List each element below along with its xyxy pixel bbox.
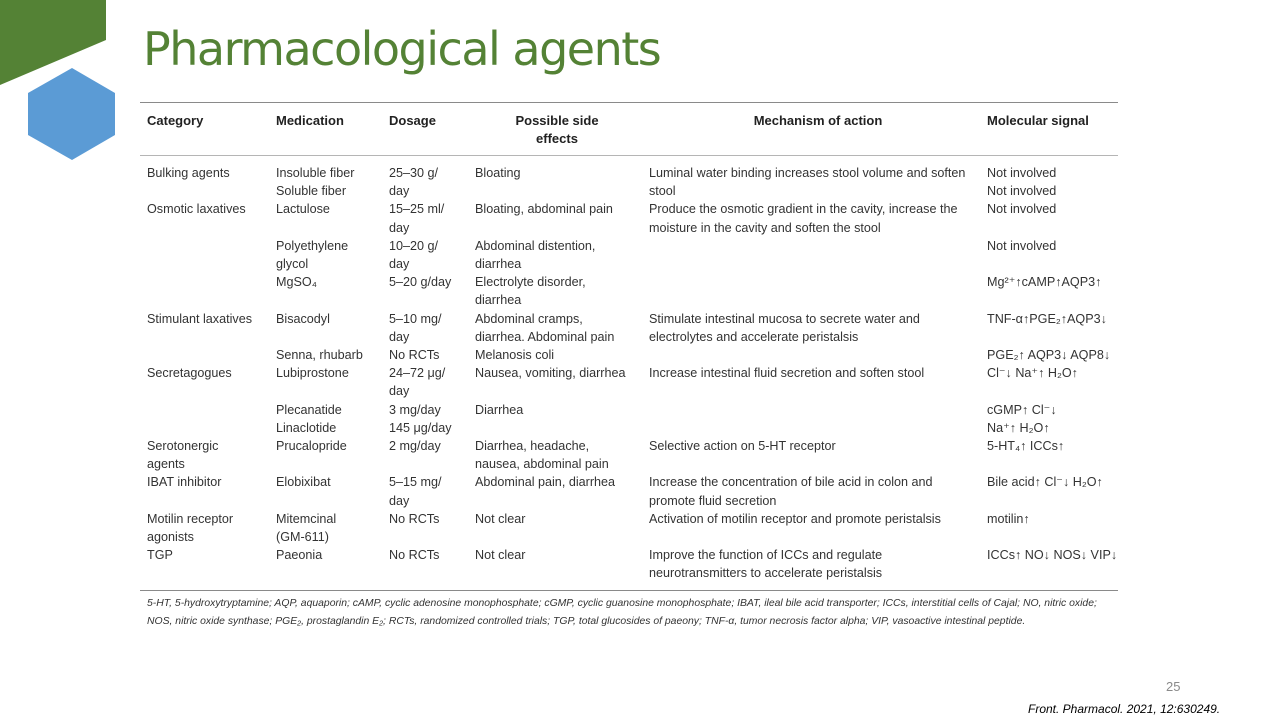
cell-line: Not clear [475, 511, 526, 526]
cell-line: 3 mg/day [389, 402, 441, 417]
cell-medication [276, 401, 389, 437]
cell-line: moisture in the cavity and soften the stool [649, 220, 881, 235]
cell-line: Osmotic laxatives [147, 202, 246, 217]
cell-line: 10–20 g/ [389, 238, 439, 253]
cell-line: Polyethylene [276, 238, 349, 253]
table-row [140, 310, 1118, 346]
cell-line: Activation of motilin receptor and promote peristalsis [649, 511, 941, 526]
cell-line: 5-HT₄↑ ICCs↑ [987, 439, 1065, 454]
cell-mechanism [649, 546, 987, 590]
table-row [140, 510, 1118, 546]
table-row [140, 346, 1118, 364]
table-header-row [140, 103, 1118, 156]
cell-dosage [389, 237, 475, 273]
cell-line: Stimulant laxatives [147, 311, 252, 326]
cell-line: diarrhea [475, 257, 522, 272]
cell-line: Lubiprostone [276, 366, 349, 381]
cell-line: 5–15 mg/ [389, 475, 442, 490]
pharmacological-agents-table [140, 102, 1118, 591]
table-row [140, 156, 1118, 201]
cell-line: 2 mg/day [389, 439, 441, 454]
cell-line: motilin↑ [987, 511, 1030, 526]
cell-line: Diarrhea [475, 402, 524, 417]
cell-line: day [389, 384, 410, 399]
cell-line: 15–25 ml/ [389, 202, 445, 217]
table-row [140, 401, 1118, 437]
cell-medication [276, 510, 389, 546]
cell-line: Diarrhea, headache, [475, 439, 590, 454]
header-category: Category [140, 103, 276, 156]
cell-mechanism [649, 237, 987, 273]
cell-medication [276, 310, 389, 346]
table-body [140, 156, 1118, 591]
cell-side-effects [475, 346, 649, 364]
cell-category [140, 546, 276, 590]
decorative-hexagons [0, 0, 125, 165]
cell-line: Not involved [987, 166, 1057, 180]
cell-line: 145 μg/day [389, 420, 452, 435]
cell-line: Nausea, vomiting, diarrhea [475, 366, 626, 381]
cell-line: No RCTs [389, 548, 440, 563]
cell-medication [276, 473, 389, 509]
cell-line: Abdominal cramps, [475, 311, 583, 326]
cell-line: No RCTs [389, 511, 440, 526]
cell-molecular-signal [987, 156, 1118, 201]
cell-line: day [389, 220, 410, 235]
cell-medication [276, 156, 389, 201]
cell-line: Bile acid↑ Cl⁻↓ H₂O↑ [987, 475, 1103, 490]
cell-line: stool [649, 184, 676, 199]
cell-line: Not clear [475, 548, 526, 563]
header-mechanism: Mechanism of action [649, 103, 987, 156]
cell-medication [276, 237, 389, 273]
cell-medication [276, 364, 389, 400]
cell-medication [276, 546, 389, 590]
cell-line: cGMP↑ Cl⁻↓ [987, 402, 1057, 417]
header-medication: Medication [276, 103, 389, 156]
cell-side-effects [475, 473, 649, 509]
cell-line: Insoluble fiber [276, 166, 355, 180]
cell-category [140, 273, 276, 309]
cell-dosage [389, 473, 475, 509]
cell-line: Not involved [987, 202, 1057, 217]
cell-category [140, 200, 276, 236]
cell-line: day [389, 257, 410, 272]
cell-line: diarrhea. Abdominal pain [475, 329, 615, 344]
cell-line: diarrhea [475, 293, 522, 308]
cell-line: Abdominal pain, diarrhea [475, 475, 616, 490]
cell-line: Mg²⁺↑cAMP↑AQP3↑ [987, 275, 1102, 290]
cell-side-effects [475, 200, 649, 236]
table-row [140, 364, 1118, 400]
cell-category [140, 437, 276, 473]
cell-dosage [389, 273, 475, 309]
cell-line: agonists [147, 530, 194, 545]
cell-line: day [389, 329, 410, 344]
cell-line: Senna, rhubarb [276, 348, 363, 363]
cell-line: Increase intestinal fluid secretion and soften stool [649, 366, 925, 381]
cell-line: Paeonia [276, 548, 323, 563]
cell-line: Not involved [987, 184, 1057, 199]
cell-mechanism [649, 156, 987, 201]
cell-side-effects [475, 364, 649, 400]
cell-line: Selective action on 5-HT receptor [649, 439, 836, 454]
cell-line: Na⁺↑ H₂O↑ [987, 420, 1050, 435]
cell-line: Serotonergic [147, 439, 219, 454]
cell-line: 5–10 mg/ [389, 311, 442, 326]
cell-category [140, 156, 276, 201]
cell-category [140, 510, 276, 546]
cell-side-effects [475, 237, 649, 273]
cell-molecular-signal [987, 273, 1118, 309]
cell-molecular-signal [987, 473, 1118, 509]
cell-line: day [389, 184, 410, 199]
cell-dosage [389, 200, 475, 236]
cell-mechanism [649, 273, 987, 309]
cell-line: No RCTs [389, 348, 440, 363]
cell-dosage [389, 437, 475, 473]
cell-line: Abdominal distention, [475, 238, 596, 253]
cell-line: Luminal water binding increases stool volume and soften [649, 166, 966, 180]
cell-line: ICCs↑ NO↓ NOS↓ VIP↓ [987, 548, 1118, 563]
cell-molecular-signal [987, 346, 1118, 364]
cell-molecular-signal [987, 546, 1118, 590]
cell-category [140, 346, 276, 364]
cell-side-effects [475, 156, 649, 201]
cell-line: electrolytes and accelerate peristalsis [649, 329, 859, 344]
cell-side-effects [475, 273, 649, 309]
cell-line: 24–72 μg/ [389, 366, 446, 381]
cell-mechanism [649, 310, 987, 346]
cell-side-effects [475, 510, 649, 546]
cell-molecular-signal [987, 510, 1118, 546]
table-row [140, 437, 1118, 473]
cell-side-effects [475, 401, 649, 437]
cell-line: Increase the concentration of bile acid in colon and [649, 475, 933, 490]
cell-line: Bloating [475, 166, 521, 180]
cell-line: Lactulose [276, 202, 330, 217]
cell-line: glycol [276, 257, 309, 272]
slide-title: Pharmacological agents [143, 22, 661, 76]
cell-molecular-signal [987, 364, 1118, 400]
table-row [140, 237, 1118, 273]
cell-mechanism [649, 510, 987, 546]
cell-line: MgSO₄ [276, 275, 317, 290]
table-row [140, 473, 1118, 509]
cell-dosage [389, 401, 475, 437]
cell-line: Produce the osmotic gradient in the cavity, increase the [649, 202, 958, 217]
cell-side-effects [475, 310, 649, 346]
cell-mechanism [649, 437, 987, 473]
cell-line: Cl⁻↓ Na⁺↑ H₂O↑ [987, 366, 1078, 381]
cell-line: Mitemcinal [276, 511, 337, 526]
table-row [140, 273, 1118, 309]
cell-dosage [389, 156, 475, 201]
cell-line: Prucalopride [276, 439, 347, 454]
cell-dosage [389, 510, 475, 546]
cell-side-effects [475, 437, 649, 473]
cell-line: Not involved [987, 238, 1057, 253]
cell-line: TNF-α↑PGE₂↑AQP3↓ [987, 311, 1107, 326]
cell-line: Stimulate intestinal mucosa to secrete water and [649, 311, 920, 326]
cell-line: 25–30 g/ [389, 166, 439, 180]
table-footnote: 5-HT, 5-hydroxytryptamine; AQP, aquaporin; cAMP, cyclic adenosine monophosphate; cGMP, cyclic guanosine monophosphate; IBAT, ileal bile acid transporter; ICCs, interstitial cells of Cajal; NO, nitric oxide; NOS, nitric oxide synthase; PGE₂, prostaglandin E₂; RCTs, randomized controlled trials; TGP, total glucosides of paeony; TNF-α, tumor necrosis factor alpha; VIP, vasoactive intestinal peptide. [147, 598, 1097, 627]
cell-molecular-signal [987, 310, 1118, 346]
cell-mechanism [649, 364, 987, 400]
citation: Front. Pharmacol. 2021, 12:630249. [1028, 702, 1221, 716]
cell-line: IBAT inhibitor [147, 475, 222, 490]
cell-mechanism [649, 346, 987, 364]
cell-mechanism [649, 200, 987, 236]
cell-molecular-signal [987, 437, 1118, 473]
cell-mechanism [649, 401, 987, 437]
blue-hexagon-shape [28, 68, 115, 160]
cell-line: agents [147, 457, 185, 472]
cell-line: Plecanatide [276, 402, 342, 417]
cell-side-effects [475, 546, 649, 590]
cell-dosage [389, 310, 475, 346]
cell-line: Linaclotide [276, 420, 337, 435]
table-row [140, 200, 1118, 236]
cell-molecular-signal [987, 401, 1118, 437]
cell-line: day [389, 493, 410, 508]
cell-dosage [389, 546, 475, 590]
cell-dosage [389, 346, 475, 364]
cell-line: Bisacodyl [276, 311, 330, 326]
cell-category [140, 401, 276, 437]
cell-line: Bloating, abdominal pain [475, 202, 613, 217]
table-container [140, 102, 1118, 591]
cell-medication [276, 273, 389, 309]
cell-line: nausea, abdominal pain [475, 457, 609, 472]
page-number: 25 [1166, 679, 1181, 694]
cell-molecular-signal [987, 200, 1118, 236]
cell-line: TGP [147, 548, 173, 563]
cell-line: Bulking agents [147, 166, 230, 180]
header-dosage: Dosage [389, 103, 475, 156]
cell-line: promote fluid secretion [649, 493, 777, 508]
cell-line: Melanosis coli [475, 348, 555, 363]
cell-line: Motilin receptor [147, 511, 234, 526]
cell-line: Secretagogues [147, 366, 232, 381]
green-hexagon-shape [0, 0, 106, 85]
cell-category [140, 473, 276, 509]
cell-category [140, 310, 276, 346]
cell-category [140, 237, 276, 273]
header-side-effects: Possible side effects [475, 103, 649, 156]
cell-category [140, 364, 276, 400]
cell-line: (GM-611) [276, 530, 329, 545]
cell-molecular-signal [987, 237, 1118, 273]
cell-medication [276, 346, 389, 364]
cell-line: Soluble fiber [276, 184, 347, 199]
cell-mechanism [649, 473, 987, 509]
cell-line: PGE₂↑ AQP3↓ AQP8↓ [987, 348, 1111, 363]
table-row [140, 546, 1118, 590]
header-molecular-signal: Molecular signal [987, 103, 1118, 156]
cell-line: Improve the function of ICCs and regulate [649, 548, 883, 563]
cell-medication [276, 200, 389, 236]
cell-line: neurotransmitters to accelerate peristalsis [649, 566, 883, 581]
cell-line: Elobixibat [276, 475, 331, 490]
cell-dosage [389, 364, 475, 400]
cell-medication [276, 437, 389, 473]
cell-line: 5–20 g/day [389, 275, 452, 290]
cell-line: Electrolyte disorder, [475, 275, 586, 290]
